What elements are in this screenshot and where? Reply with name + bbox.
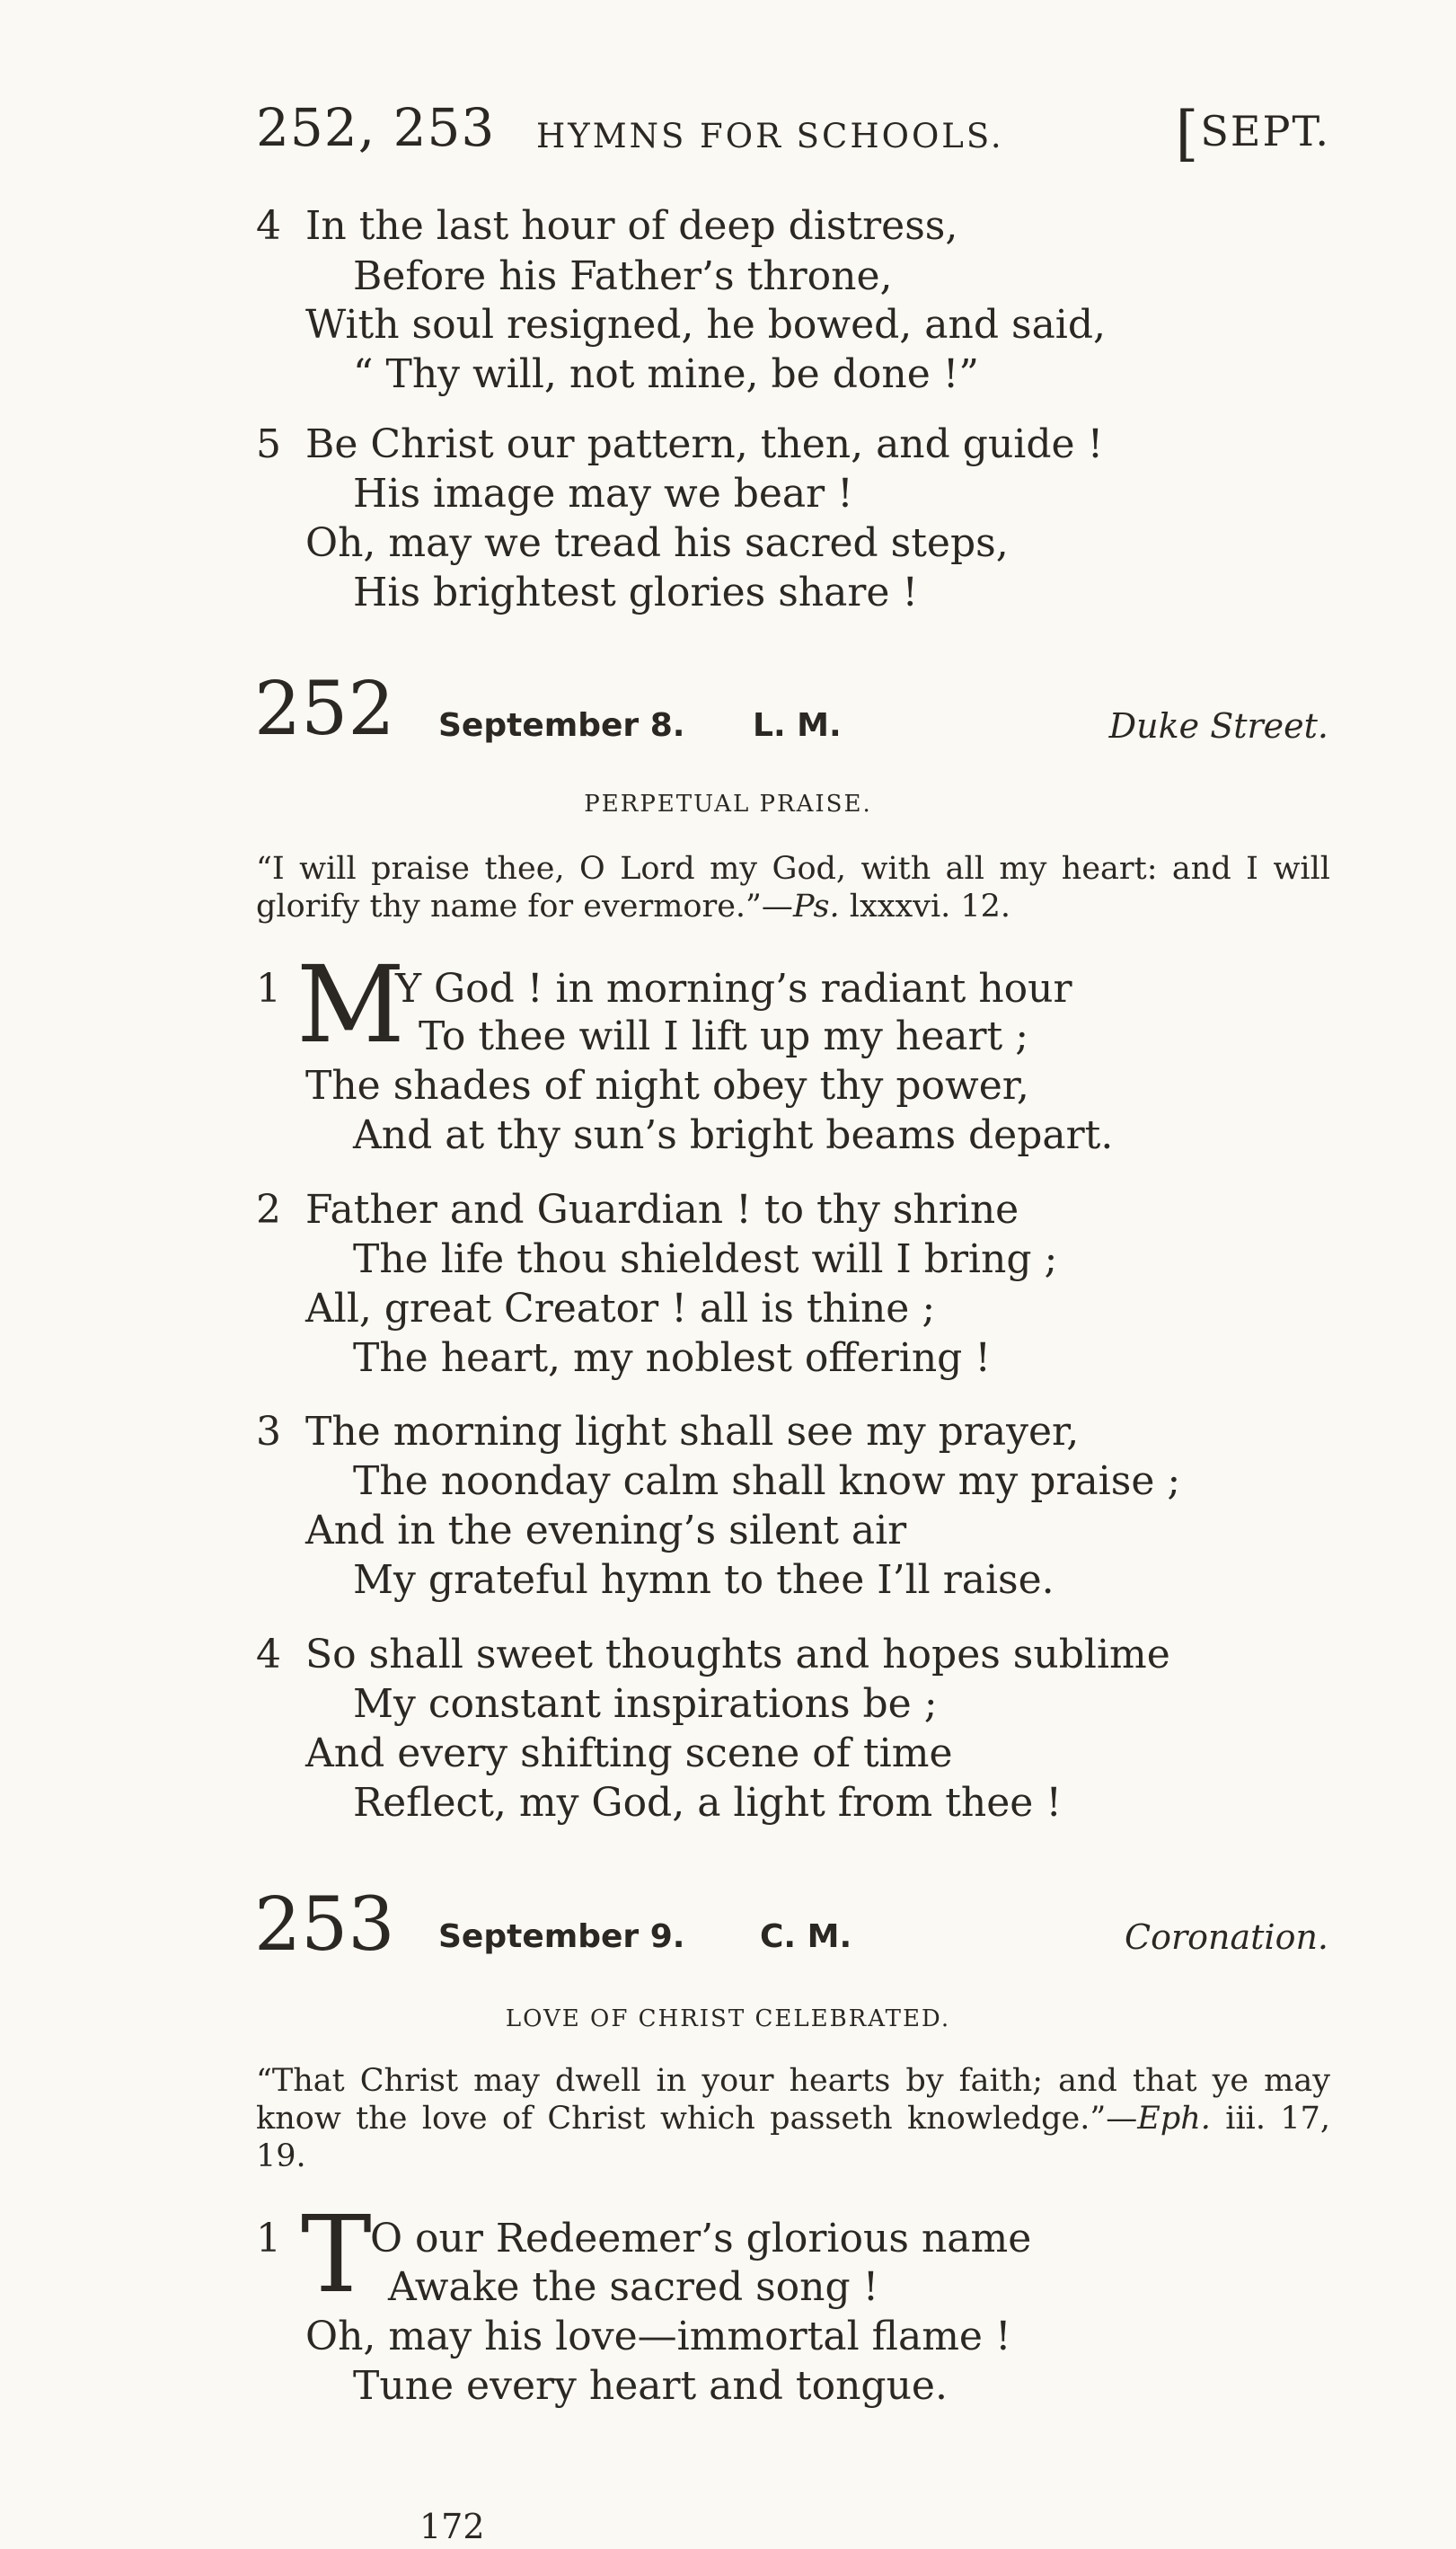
verse-line: So shall sweet thoughts and hopes sublime [305,1632,1170,1677]
header-title: HYMNS FOR SCHOOLS. [536,117,1004,155]
verse-line: To thee will I lift up my heart ; [419,1013,1029,1059]
drop-cap: T [301,2192,372,2316]
verse-line: Oh, may his love—immortal flame ! [305,2314,1011,2359]
epigraph-reference: Eph. [1137,2101,1211,2137]
verse-line: His image may we bear ! [353,471,853,517]
stanza-number: 4 [256,203,281,249]
verse-line: My constant inspirations be ; [353,1681,938,1727]
hymn-epigraph [256,2062,1330,2175]
hymn-number: 252 [254,667,395,752]
verse-line: The life thou shieldest will I bring ; [353,1236,1058,1282]
header-month [1175,99,1330,168]
stanza-number: 1 [256,2216,281,2261]
verse-line: Oh, may we tread his sacred steps, [305,520,1009,566]
verse-line: Be Christ our pattern, then, and guide ! [305,421,1104,467]
page-folio: 172 [419,2507,485,2546]
verse-line: Reflect, my God, a light from thee ! [353,1780,1063,1826]
stanza-number: 2 [256,1187,281,1233]
hymn-date: September 9. [438,1918,685,1955]
header-month-label: SEPT. [1200,107,1330,155]
verse-line: All, great Creator ! all is thine ; [305,1286,936,1332]
verse-line: The shades of night obey thy power, [305,1063,1029,1109]
verse-line: O our Redeemer’s glorious name [370,2216,1032,2261]
hymn-subject: PERPETUAL PRAISE. [584,791,872,818]
verse-line: And in the evening’s silent air [305,1508,907,1553]
epigraph-text: “That Christ may dwell in your hearts by faith; and that ye may know the love of Christ which passeth knowledge.”— [256,2063,1330,2137]
verse-line: And at thy sun’s bright beams depart. [353,1112,1114,1158]
verse-line: Tune every heart and tongue. [353,2363,948,2409]
verse-line: The heart, my noblest offering ! [353,1335,991,1381]
stanza-number: 1 [256,966,281,1012]
epigraph-reference-detail: lxxxvi. 12. [839,889,1011,925]
verse-line: And every shifting scene of time [305,1730,953,1776]
stanza-number: 5 [256,421,281,467]
verse-line: My grateful hymn to thee I’ll raise. [353,1557,1054,1603]
hymn-meter: L. M. [753,707,842,744]
verse-line: The morning light shall see my prayer, [305,1409,1080,1455]
epigraph-reference: Ps. [792,889,840,925]
verse-line: The noonday calm shall know my praise ; [353,1458,1181,1504]
hymn-meter: C. M. [760,1918,852,1955]
verse-line: Awake the sacred song ! [388,2264,879,2310]
hymn-number: 253 [254,1882,395,1968]
header-page-numbers: 252, 253 [256,97,496,158]
hymn-subject: LOVE OF CHRIST CELEBRATED. [505,2005,951,2032]
verse-line: Y God ! in morning’s radiant hour [395,966,1072,1012]
hymn-epigraph [256,850,1330,925]
bracket-glyph: [ [1175,99,1201,168]
hymn-tune: Duke Street. [1108,706,1328,746]
verse-line: Father and Guardian ! to thy shrine [305,1187,1019,1233]
verse-line: His brightest glories share ! [353,570,919,615]
stanza-number: 4 [256,1632,281,1677]
stanza-number: 3 [256,1409,281,1455]
verse-line: Before his Father’s throne, [353,253,893,299]
hymn-tune: Coronation. [1125,1917,1328,1957]
epigraph-text: “I will praise thee, O Lord my God, with all my heart: and I will glorify thy name for evermore.”— [256,851,1330,925]
drop-cap: M [296,943,405,1067]
epigraph-reference-detail: iii. 17, 19. [256,2101,1331,2174]
hymn-date: September 8. [438,707,685,744]
verse-line: In the last hour of deep distress, [305,203,958,249]
running-header [256,97,1330,168]
verse-line: With soul resigned, he bowed, and said, [305,302,1107,348]
verse-line: “ Thy will, not mine, be done !” [353,351,979,397]
